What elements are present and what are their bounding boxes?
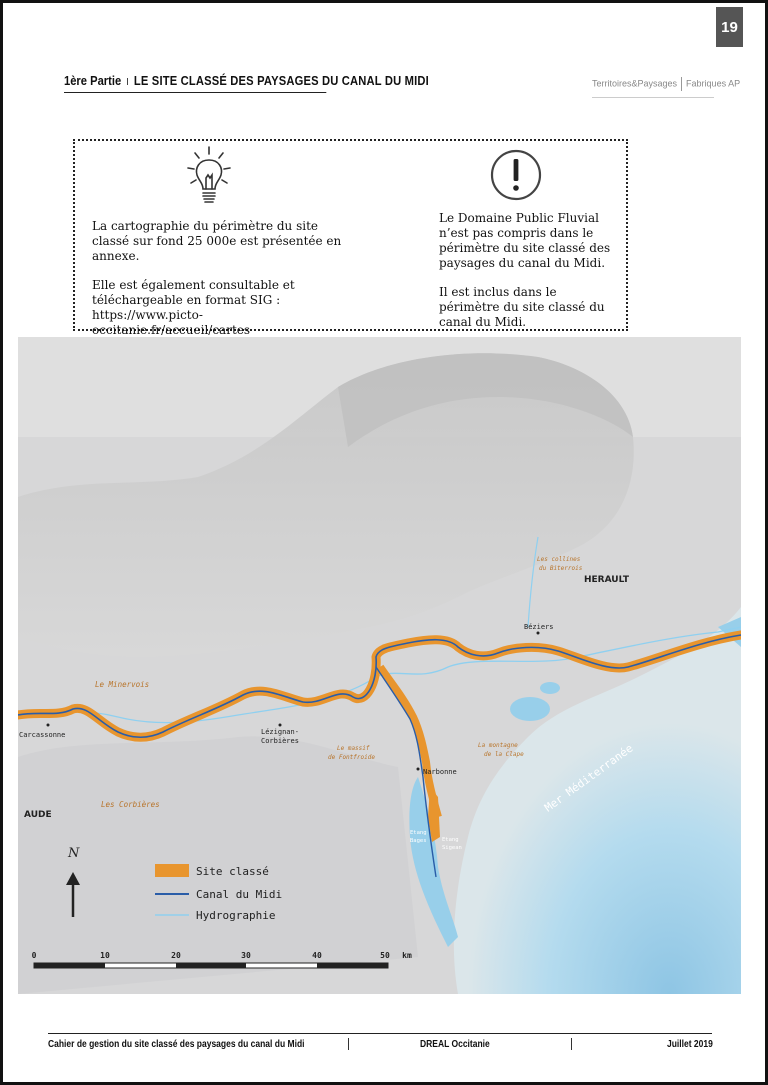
header-credits [592,77,741,98]
info-left-paragraph-1: La cartographie du périmètre du site classé sur fond 25 000e est présentée en annexe. [92,219,342,263]
scale-tick-50: 50 [380,951,390,960]
etang-small [540,682,560,694]
map-svg [18,337,741,994]
page-number: 19 [716,7,743,47]
etang-vendres [510,697,550,721]
info-box [73,139,628,337]
scale-unit: km [402,951,412,960]
label-aude: AUDE [24,810,52,820]
scale-tick-10: 10 [100,951,110,960]
legend-canal-label: Canal du Midi [196,888,283,901]
footer-divider-1 [348,1038,349,1050]
label-etang-bages-2: Bages [410,838,427,844]
footer-left: Cahier de gestion du site classé des paysages du canal du Midi [48,1039,305,1050]
info-left-text [92,219,352,352]
town-dot-carcassonne [47,724,50,727]
north-label: N [68,846,80,861]
label-clape-2: de la Clape [484,751,524,758]
label-mer: Mer Méditerranée [542,741,636,815]
label-fontfroide-2: de Fontfroide [328,754,375,761]
footer-divider-2 [571,1038,572,1050]
label-lezignan-1: Lézignan- [261,728,299,736]
exclamation-icon [489,148,543,202]
legend-hydro-label: Hydrographie [196,909,276,922]
label-beziers: Béziers [524,623,554,631]
town-dot-narbonne [417,768,420,771]
label-collines-1: Les collines [537,556,581,563]
page-header [64,73,429,93]
label-etang-sigean-2: Sigean [442,845,462,851]
town-dot-beziers [537,632,540,635]
header-part: 1ère Partie [64,73,122,88]
label-corbieres: Les Corbières [101,800,160,809]
credit-territoires: Territoires&Paysages [592,78,678,89]
label-lezignan-2: Corbières [261,737,299,745]
credit-fabriques: Fabriques AP [686,78,741,89]
scale-tick-40: 40 [312,951,322,960]
town-dot-lezignan [279,724,282,727]
map [18,337,741,994]
lightbulb-icon [183,143,235,213]
info-right-paragraph-1: Le Domaine Public Fluvial n’est pas compris dans le périmètre du site classé des paysages du canal du Midi. [439,211,611,270]
info-right-text [439,211,611,344]
label-herault: HERAULT [584,575,629,585]
info-left-paragraph-2: Elle est également consultable et téléchargeable en format SIG : [92,278,295,307]
page-footer [48,1033,712,1056]
scale-tick-20: 20 [171,951,181,960]
label-etang-sigean-1: Etang [442,837,459,843]
credit-divider [681,77,682,91]
footer-center: DREAL Occitanie [420,1039,490,1050]
scale-tick-30: 30 [241,951,251,960]
label-fontfroide-1: Le massif [337,745,370,752]
label-clape-1: La montagne [478,742,518,749]
footer-right: Juillet 2019 [667,1039,713,1050]
label-etang-bages-1: Etang [410,830,427,836]
scale-tick-0: 0 [31,951,37,960]
header-title: LE SITE CLASSÉ DES PAYSAGES DU CANAL DU MIDI [133,73,429,88]
label-carcassonne: Carcassonne [19,731,66,739]
label-minervois: Le Minervois [95,680,150,689]
info-left-link[interactable]: https://www.picto-occitanie.fr/accueil/cartes [92,308,251,337]
legend-site-label: Site classé [196,865,269,878]
label-narbonne: Narbonne [423,768,457,776]
label-collines-2: du Biterrois [539,565,583,572]
header-separator: I [126,77,129,88]
info-right-paragraph-2: Il est inclus dans le périmètre du site classé du canal du Midi. [439,285,605,329]
legend-site-swatch [155,864,189,877]
